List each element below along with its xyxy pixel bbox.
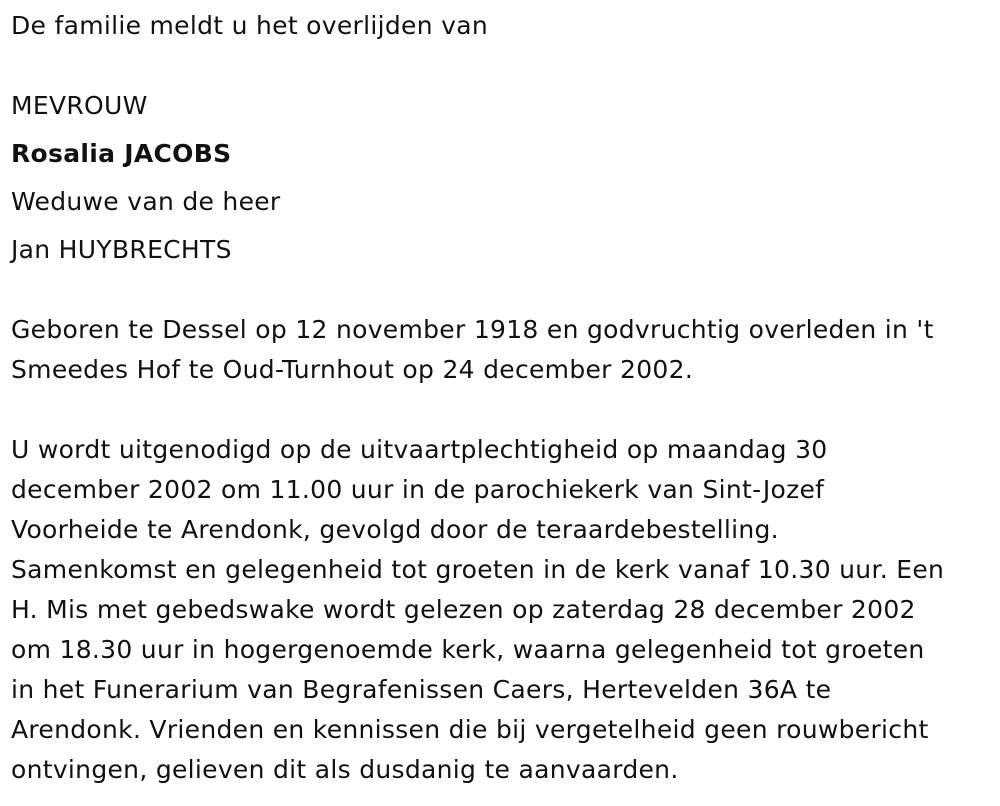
title-line: MEVROUW: [11, 91, 148, 120]
deceased-name: Rosalia JACOBS: [11, 139, 232, 168]
paragraph-line: Arendonk. Vrienden en kennissen die bij vergetelheid geen rouwbericht: [11, 715, 929, 744]
paragraph-line: om 18.30 uur in hogergenoemde kerk, waarna gelegenheid tot groeten: [11, 635, 925, 664]
intro-line: De familie meldt u het overlijden van: [11, 11, 488, 40]
paragraph-line: Geboren te Dessel op 12 november 1918 en godvruchtig overleden in 't: [11, 315, 934, 344]
paragraph-line: december 2002 om 11.00 uur in de parochiekerk van Sint-Jozef: [11, 475, 825, 504]
paragraph-line: U wordt uitgenodigd op de uitvaartplechtigheid op maandag 30: [11, 435, 828, 464]
ceremony-paragraph: [11, 430, 986, 790]
spouse-name: Jan HUYBRECHTS: [11, 235, 232, 264]
paragraph-line: Samenkomst en gelegenheid tot groeten in de kerk vanaf 10.30 uur. Een: [11, 555, 945, 584]
paragraph-line: Voorheide te Arendonk, gevolgd door de teraardebestelling.: [11, 515, 779, 544]
paragraph-line: Smeedes Hof te Oud-Turnhout op 24 december 2002.: [11, 355, 694, 384]
paragraph-line: H. Mis met gebedswake wordt gelezen op zaterdag 28 december 2002: [11, 595, 916, 624]
paragraph-line: ontvingen, gelieven dit als dusdanig te aanvaarden.: [11, 755, 679, 784]
relation-line: Weduwe van de heer: [11, 187, 281, 216]
birth-death-paragraph: [11, 310, 986, 390]
paragraph-line: in het Funerarium van Begrafenissen Caers, Hertevelden 36A te: [11, 675, 832, 704]
